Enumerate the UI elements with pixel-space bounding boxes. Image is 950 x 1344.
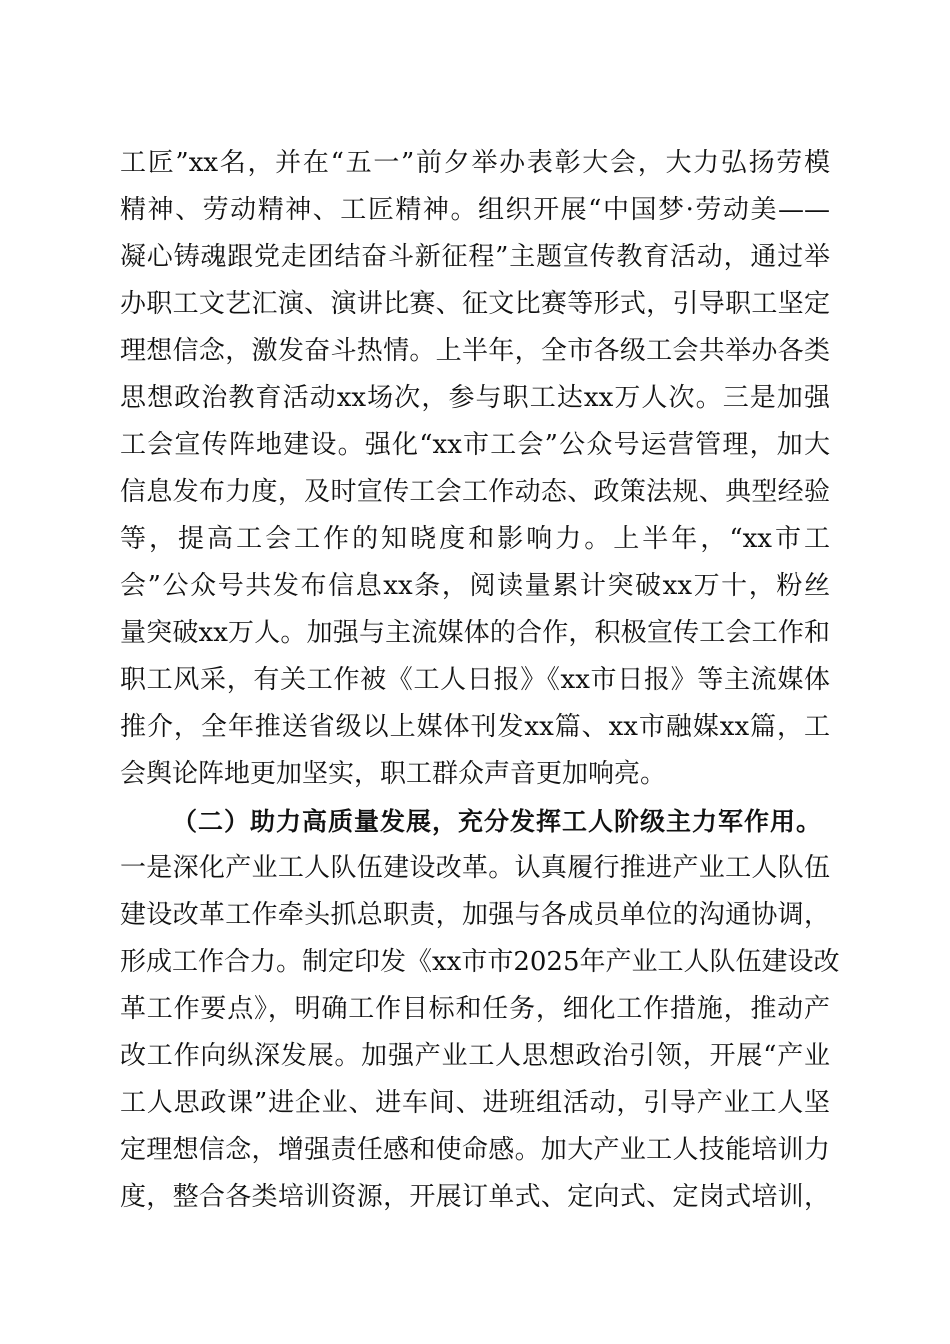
body-text [120,140,840,1221]
text-line: 定理想信念，增强责任感和使命感。加大产业工人技能培训力 [120,1135,830,1165]
text-line: 信息发布力度，及时宣传工会工作动态、政策法规、典型经验 [120,477,830,507]
text-line: 工匠”xx名，并在“五一”前夕举办表彰大会，大力弘扬劳模 [120,148,830,178]
paragraph-last-line: 会舆论阵地更加坚实，职工群众声音更加响亮。 [120,759,667,789]
text-line: 一是深化产业工人队伍建设改革。认真履行推进产业工人队伍 [120,853,830,883]
text-line: 量突破xx万人。加强与主流媒体的合作，积极宣传工会工作和 [120,618,830,648]
text-line: 度，整合各类培训资源，开展订单式、定向式、定岗式培训， [120,1182,830,1212]
text-line: 理想信念，激发奋斗热情。上半年，全市各级工会共举办各类 [120,336,830,366]
text-line: 形成工作合力。制定印发《xx市市2025年产业工人队伍建设改 [120,947,840,977]
text-line: 精神、劳动精神、工匠精神。组织开展“中国梦·劳动美—— [120,195,830,225]
section-heading: （二）助力高质量发展，充分发挥工人阶级主力军作用。 [172,807,823,836]
text-line: 等，提高工会工作的知晓度和影响力。上半年，“xx市工 [120,524,830,554]
text-line: 革工作要点》，明确工作目标和任务，细化工作措施，推动产 [120,994,830,1024]
text-line: 改工作向纵深发展。加强产业工人思想政治引领，开展“产业 [120,1041,830,1071]
text-line: 办职工文艺汇演、演讲比赛、征文比赛等形式，引导职工坚定 [120,289,830,319]
text-line: 会”公众号共发布信息xx条，阅读量累计突破xx万十，粉丝 [120,571,830,601]
text-line: 推介，全年推送省级以上媒体刊发xx篇、xx市融媒xx篇，工 [120,712,830,742]
text-line: 职工风采，有关工作被《工人日报》《xx市日报》等主流媒体 [120,665,830,695]
text-line: 工会宣传阵地建设。强化“xx市工会”公众号运营管理，加大 [120,430,830,460]
text-line: 工人思政课”进企业、进车间、进班组活动，引导产业工人坚 [120,1088,830,1118]
text-line: 建设改革工作牵头抓总职责，加强与各成员单位的沟通协调， [120,900,830,930]
text-line: 思想政治教育活动xx场次，参与职工达xx万人次。三是加强 [120,383,830,413]
text-line: 凝心铸魂跟党走团结奋斗新征程”主题宣传教育活动，通过举 [120,242,830,272]
